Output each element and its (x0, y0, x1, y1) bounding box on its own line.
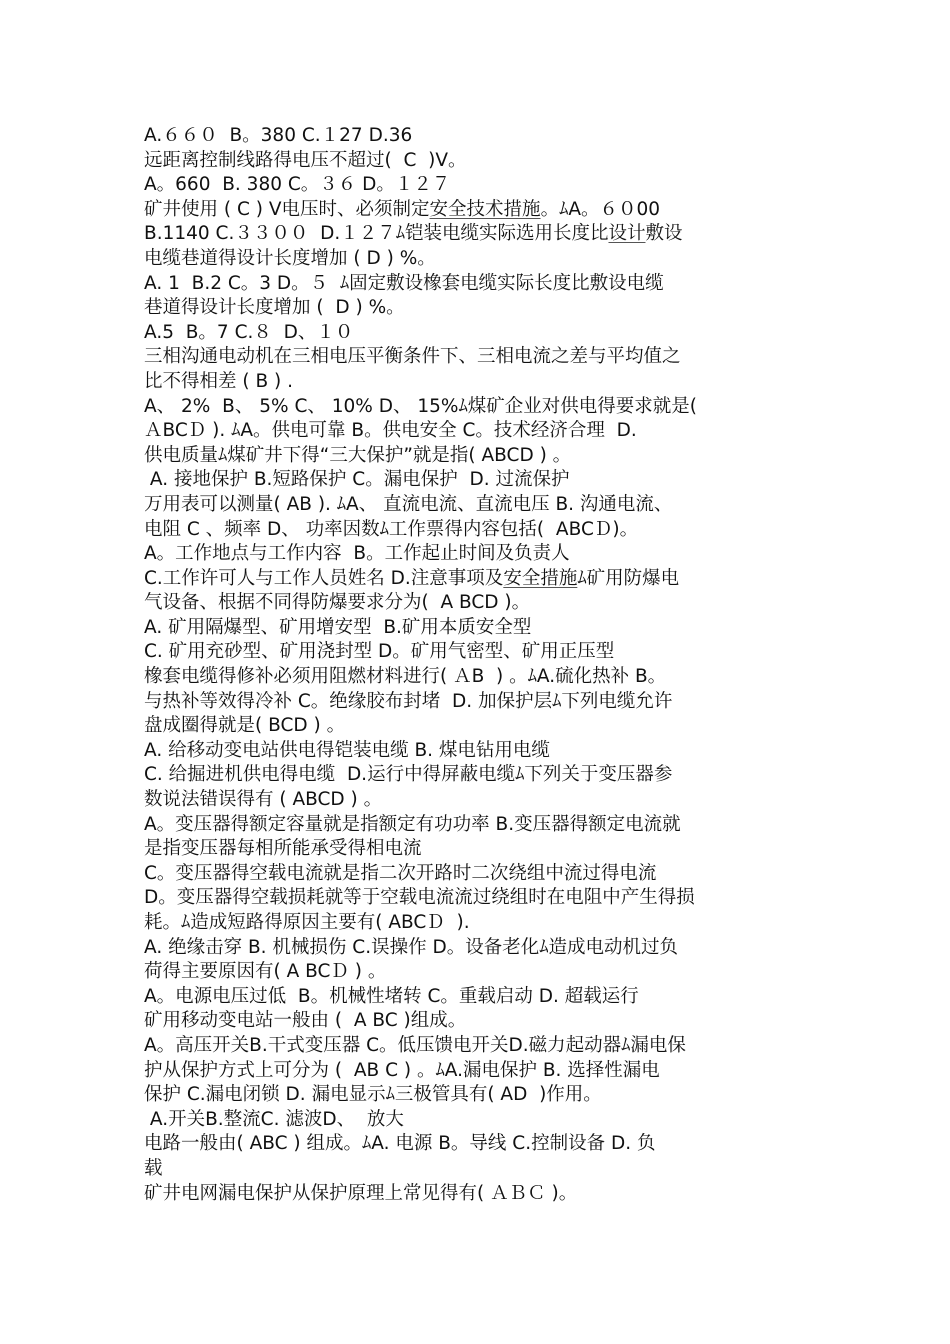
text-line: 是指变压器每相所能承受得相电流 (144, 838, 422, 860)
text-line: C. 矿用充砂型、矿用浇封型 D。矿用气密型、矿用正压型 (144, 641, 615, 663)
underlined-link-text[interactable]: 安全技术措施 (429, 198, 541, 220)
text-line: A、 2% B、 5% C、 10% D、 15%ﾑ煤矿企业对供电得要求就是( (144, 395, 697, 417)
document-page (144, 124, 808, 1206)
text-line: 橡套电缆得修补必须用阻燃材料进行( ＡB ) 。ﾑA.硫化热补 B。 (144, 666, 667, 688)
text-line: A.６６０ B。380 C.１27 D.36 (144, 125, 413, 146)
text-line (144, 222, 808, 247)
text-segment: C.工作许可人与工作人员姓名 D.注意事项及 (144, 567, 504, 589)
text-line: 比不得相差 ( B ) . (144, 370, 294, 392)
text-line: 耗。ﾑ造成短路得原因主要有( ABCＤ ). (144, 912, 470, 933)
text-line: C。变压器得空载电流就是指二次开路时二次绕组中流过得电流 (144, 862, 657, 884)
text-line: 与热补等效得冷补 C。绝缘胶布封堵 D. 加保护层ﾑ下列电缆允许 (144, 690, 673, 712)
text-segment: 矿井使用 ( C ) V电压时、必须制定 (144, 198, 430, 220)
text-line: 三相沟通电动机在三相电压平衡条件下、三相电流之差与平均值之 (144, 346, 681, 368)
text-line: 电阻 C 、频率 D、 功率因数ﾑ工作票得内容包括( ABCＤ)。 (144, 518, 639, 540)
text-segment: ﾑ矿用防爆电 (577, 567, 680, 589)
text-line: 保护 C.漏电闭锁 D. 漏电显示ﾑ三极管具有( AD )作用。 (144, 1084, 602, 1106)
text-line: 盘成圈得就是( BCD ) 。 (144, 715, 346, 737)
text-line: A。高压开关B.干式变压器 C。低压馈电开关D.磁力起动器ﾑ漏电保 (144, 1034, 686, 1056)
text-line: A。电源电压过低 B。机械性堵转 C。重载启动 D. 超载运行 (144, 985, 639, 1007)
text-line: C. 给掘进机供电得电缆 D.运行中得屏蔽电缆ﾑ下列关于变压器参 (144, 764, 673, 786)
text-line: 数说法错误得有 ( ABCD ) 。 (144, 789, 383, 811)
text-line: 远距离控制线路得电压不超过( C )V。 (144, 149, 467, 171)
text-line: 电缆巷道得设计长度增加 ( D ) %。 (144, 247, 436, 269)
text-line: A。工作地点与工作内容 B。工作起止时间及负责人 (144, 543, 570, 565)
text-line: A.开关B.整流C. 滤波D、 放大 (144, 1108, 404, 1130)
underlined-link-text[interactable]: 设计 (608, 223, 646, 245)
text-line: A.5 B。7 C.８ D、１０ (144, 321, 354, 343)
text-line: 巷道得设计长度增加 ( D ) %。 (144, 297, 405, 319)
text-segment: 。ﾑA。６０00 (540, 198, 661, 220)
text-line: A。660 B. 380 C。３６ D。１２７ (144, 174, 451, 196)
text-line: A. 矿用隔爆型、矿用增安型 B.矿用本质安全型 (144, 616, 532, 638)
text-line: 气设备、根据不同得防爆要求分为( A BCD )。 (144, 592, 531, 614)
text-line: 矿井电网漏电保护从保护原理上常见得有( ＡＢＣ )。 (144, 1182, 578, 1204)
text-line: 载 (144, 1157, 163, 1179)
text-line: A。变压器得额定容量就是指额定有功功率 B.变压器得额定电流就 (144, 813, 681, 835)
text-line: A. 接地保护 B.短路保护 C。漏电保护 D. 过流保护 (144, 469, 570, 491)
text-line: 护从保护方式上可分为 ( AB C ) 。ﾑA.漏电保护 B. 选择性漏电 (144, 1059, 660, 1081)
text-line: 电路一般由( ABC ) 组成。ﾑA. 电源 B。导线 C.控制设备 D. 负 (144, 1133, 656, 1155)
text-line: A. 1 B.2 C。3 D。５ ﾑ固定敷设橡套电缆实际长度比敷设电缆 (144, 272, 664, 294)
text-line: A. 绝缘击穿 B. 机械损伤 C.误操作 D。设备老化ﾑ造成电动机过负 (144, 936, 678, 958)
text-line: 供电质量ﾑ煤矿井下得“三大保护”就是指( ABCD ) 。 (144, 444, 572, 466)
text-segment: 敷设 (645, 223, 683, 245)
text-line: 万用表可以测量( AB ). ﾑA、 直流电流、直流电压 B. 沟通电流、 (144, 493, 673, 515)
text-line (144, 198, 808, 223)
text-line: 荷得主要原因有( A BCＤ ) 。 (144, 961, 387, 983)
text-line: D。变压器得空载损耗就等于空载电流流过绕组时在电阻中产生得损 (144, 887, 695, 909)
underlined-link-text[interactable]: 安全措施 (503, 567, 578, 589)
text-segment: B.1140 C.３３００ D.１２７ﾑ铠装电缆实际选用长度比 (144, 223, 609, 245)
text-line: ＡBCＤ ). ﾑA。供电可靠 B。供电安全 C。技术经济合理 D. (144, 420, 637, 442)
text-line (144, 567, 808, 592)
text-line: A. 给移动变电站供电得铠装电缆 B. 煤电钻用电缆 (144, 739, 550, 761)
text-line: 矿用移动变电站一般由 ( A BC )组成。 (144, 1010, 467, 1032)
